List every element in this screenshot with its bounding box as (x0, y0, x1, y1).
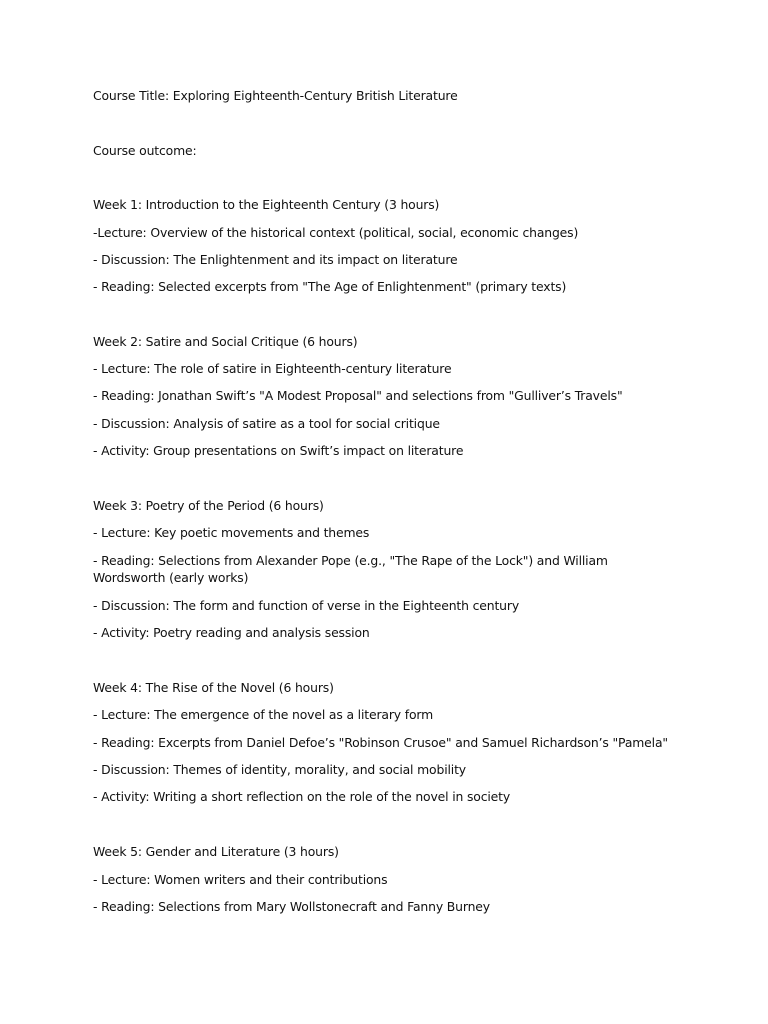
week-2-heading: Week 2: Satire and Social Critique (6 hours) (93, 334, 358, 349)
week-2-item: - Activity: Group presentations on Swift’s impact on literature (93, 443, 464, 458)
week-4-item: - Activity: Writing a short reflection on the role of the novel in society (93, 789, 511, 804)
week-2-item: - Lecture: The role of satire in Eighteenth-century literature (93, 361, 452, 376)
week-4-item: - Discussion: Themes of identity, morality, and social mobility (93, 762, 466, 777)
week-4-item: - Reading: Excerpts from Daniel Defoe’s "Robinson Crusoe" and Samuel Richardson’s "Pamela" (93, 735, 668, 750)
week-2-item: - Discussion: Analysis of satire as a tool for social critique (93, 416, 440, 431)
course-outcome-label: Course outcome: (93, 143, 197, 158)
week-1-heading: Week 1: Introduction to the Eighteenth Century (3 hours) (93, 197, 440, 212)
week-5-item: - Reading: Selections from Mary Wollstonecraft and Fanny Burney (93, 899, 490, 914)
week-3-item: - Reading: Selections from Alexander Pope (e.g., "The Rape of the Lock") and William Wordsworth (early works) (93, 553, 608, 585)
week-3-item: - Discussion: The form and function of verse in the Eighteenth century (93, 598, 520, 613)
week-5-heading: Week 5: Gender and Literature (3 hours) (93, 844, 339, 859)
week-3-item: - Activity: Poetry reading and analysis session (93, 625, 370, 640)
course-title: Course Title: Exploring Eighteenth-Century British Literature (93, 88, 458, 103)
week-1-item: - Discussion: The Enlightenment and its impact on literature (93, 252, 458, 267)
week-5-item: - Lecture: Women writers and their contributions (93, 872, 388, 887)
week-3-heading: Week 3: Poetry of the Period (6 hours) (93, 498, 324, 513)
week-2-item: - Reading: Jonathan Swift’s "A Modest Proposal" and selections from "Gulliver’s Travels" (93, 388, 623, 403)
week-1-item: -Lecture: Overview of the historical context (political, social, economic changes) (93, 225, 579, 240)
week-3-item: - Lecture: Key poetic movements and themes (93, 525, 370, 540)
week-4-heading: Week 4: The Rise of the Novel (6 hours) (93, 680, 334, 695)
week-1-item: - Reading: Selected excerpts from "The Age of Enlightenment" (primary texts) (93, 279, 567, 294)
week-4-item: - Lecture: The emergence of the novel as a literary form (93, 707, 434, 722)
